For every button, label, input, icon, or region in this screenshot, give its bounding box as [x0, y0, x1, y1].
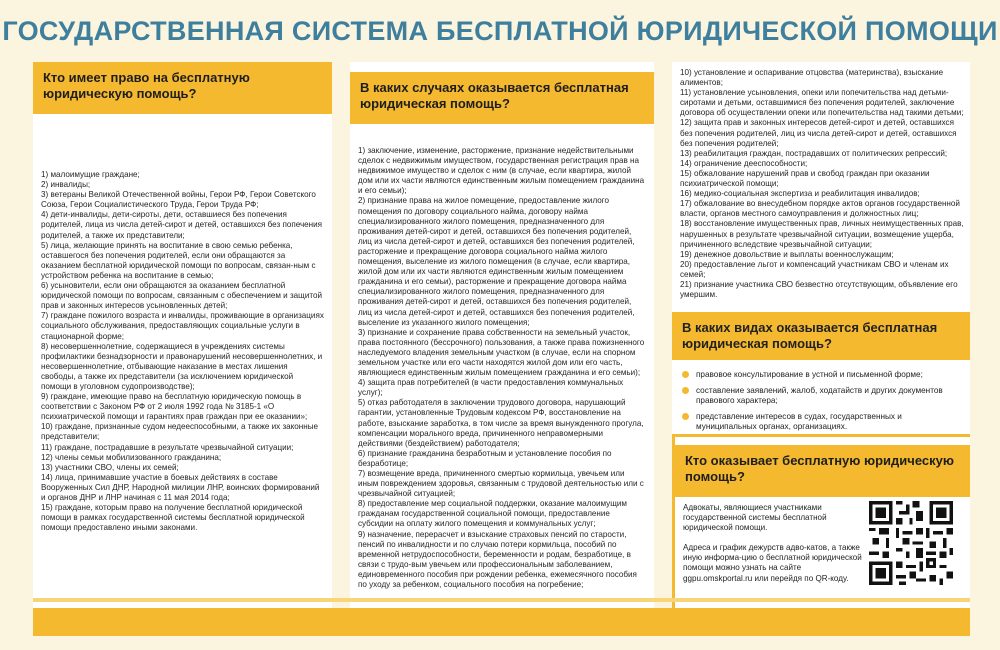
qr-code-icon[interactable]: [869, 501, 953, 585]
cases-list: [350, 146, 654, 590]
types-list: [672, 370, 970, 433]
who-provides-box: [672, 434, 970, 616]
footer-bar: [33, 608, 970, 636]
list-item: 11) граждане, пострадавшие в результате чрезвычайной ситуации;: [41, 442, 294, 452]
list-item: 21) признание участника СВО безвестно отсутствующим, объявление его умершим.: [680, 279, 958, 300]
who-paragraph-2: Адреса и график дежурств адво-катов, а также иную информа-цию о бесплатной юридической помощи можно узнать на сайте ggpu.omskportal.ru или перейдя по QR-коду.: [683, 543, 862, 583]
list-item: 9) граждане, имеющие право на бесплатную юридическую помощь в соответствии с Законом РФ от 2 июля 1992 года № 3185-1 «О психиатрической помощи и гарантиях прав граждан при ее оказании»;: [41, 392, 308, 422]
list-item: 2) признание права на жилое помещение, предоставление жилого помещения по договору социального найма, договору найма специализированного жилого помещения, предназначенного для проживания детей-сирот и детей, оставшихся без попечения родителей, лиц из числа детей-сирот и детей, оставшихся без попечения родителей, расторжение и прекращение договора социального найма жилого помещения, выселение из жилого помещения (в случае, если квартира, жилой дом или их части являются единственным жилым помещением гражданина и его семьи), расторжение и прекращение договора найма специализированного жилого помещения, предназначенного для проживания детей-сирот и детей, оставшихся без попечения родителей, лиц из числа детей-сирот и детей, оставшихся без попечения родителей, выселение из указанного жилого помещения;: [358, 196, 635, 327]
list-item: 10) граждане, признанные судом недееспособными, а также их законные представители;: [41, 422, 319, 442]
list-item: 14) лица, принимавшие участие в боевых действиях в составе Вооруженных Сил ДНР, Народной милиции ЛНР, воинских формирований и органов ДНР и ЛНР начиная с 11 мая 2014 года;: [41, 472, 320, 502]
list-item: 17) обжалование во внесудебном порядке актов органов государственной власти, органов местного самоуправления и должностных лиц;: [680, 199, 960, 219]
bullet-dot-icon: [682, 413, 689, 420]
list-item: 2) инвалиды;: [41, 180, 91, 190]
bullet-dot-icon: [682, 371, 689, 378]
list-item: 15) обжалование нарушений прав и свобод граждан при оказании психиатрической помощи;: [680, 168, 930, 189]
list-item: 13) участники СВО, члены их семей;: [41, 462, 179, 472]
list-item: 11) установление усыновления, опеки или попечительства над детьми-сиротами и детьми, оставшимися без попечения родителей, заключение договора об осуществлении опеки или попечительства над такими детьми;: [680, 88, 964, 118]
list-item: 8) предоставление мер социальной поддержки, оказание малоимущим гражданам государственной социальной помощи, предоставление субсидии на оплату жилого помещения и коммунальных услуг;: [358, 499, 627, 529]
list-item: 14) ограничение дееспособности;: [680, 158, 808, 168]
list-item: 10) установление и оспаривание отцовства (материнства), взыскание алиментов;: [680, 68, 944, 88]
column-eligible: [33, 62, 332, 616]
type-text: составление заявлений, жалоб, ходатайств и других документов правового характера;: [696, 385, 943, 406]
list-item: 5) отказ работодателя в заключении трудового договора, нарушающий гарантии, установленные Трудовым кодексом РФ, восстановление на работе, взыскание заработка, в том числе за время вынужденного прогула, компенсации морального вреда, причиненного неправомерными действиями (бездействием) работодателя;: [358, 398, 644, 448]
bullet-dot-icon: [682, 387, 689, 394]
list-item: 16) медико-социальная экспертиза и реабилитация инвалидов;: [680, 189, 920, 199]
column-cases-continued: [672, 62, 970, 616]
who-header: Кто оказывает бесплатную юридическую помощь?: [675, 445, 970, 497]
list-item: 3) признание и сохранение права собственности на земельный участок, права постоянного (бессрочного) пользования, а также права пожизненного наследуемого владения земельным участком (в случае, если на спорном земельном участке или его части находятся жилой дом или его часть, являющиеся единственным жилым помещением гражданина и его семьи);: [358, 327, 645, 378]
type-text: правовое консультирование в устной и письменной форме;: [696, 370, 923, 380]
types-header: В каких видах оказывается бесплатная юридическая помощь?: [672, 312, 970, 360]
column-cases: [350, 62, 654, 616]
list-item: 4) защита прав потребителей (в части предоставления коммунальных услуг);: [358, 378, 624, 398]
list-item: [682, 386, 960, 407]
list-item: 4) дети-инвалиды, дети-сироты, дети, оставшиеся без попечения родителей, лица из числа детей-сирот и детей, оставшихся без попечения родителей, а также их представители;: [41, 210, 323, 240]
who-text: [683, 503, 863, 594]
list-item: 9) назначение, перерасчет и взыскание страховых пенсий по старости, пенсий по инвалидности и по случаю потери кормильца, пособий по временной нетрудоспособности, беременности и родам, безработице, в связи с трудо-вым увечьем или профессиональным заболеванием, единовременного пособия при рождении ребенка, ежемесячного пособия по уходу за ребенком, социального пособия на погребение;: [358, 529, 637, 590]
list-item: 19) денежное довольствие и выплаты военнослужащим;: [680, 249, 894, 259]
list-item: 1) заключение, изменение, расторжение, признание недействительными сделок с недвижимым имуществом, государственная регистрация прав на недвижимое имущество и сделок с ним (в случае, если квартира, жилой дом или их части являются единственным жилым помещением гражданина и его семьи);: [358, 146, 645, 196]
type-text: представление интересов в судах, государственных и муниципальных органах, организациях.: [696, 411, 902, 432]
list-item: 6) усыновители, если они обращаются за оказанием бесплатной юридической помощи по вопросам, связанным с обеспечением и защитой прав и законных интересов усыновленных детей;: [41, 281, 322, 311]
list-item: 5) лица, желающие принять на воспитание в свою семью ребенка, оставшегося без попечения родителей, если они обращаются за оказанием бесплатной юридической помощи по вопросам, связан-ным с устройством ребенка на воспитание в семью;: [41, 240, 316, 280]
list-item: 7) возмещение вреда, причиненного смертью кормильца, увечьем или иным повреждением здоровья, связанным с трудовой деятельностью или с чрезвычайной ситуацией;: [358, 469, 644, 499]
who-paragraph-1: Адвокаты, являющиеся участниками государственной системы бесплатной юридической помощи.: [683, 503, 827, 533]
list-item: 3) ветераны Великой Отечественной войны, Герои РФ, Герои Советского Союза, Герои Социалистического Труда, Герои Труда РФ;: [41, 190, 316, 210]
list-item: 8) несовершеннолетние, содержащиеся в учреждениях системы профилактики безнадзорности и правонарушений несовершеннолетних, и несовершеннолетние, отбывающие наказание в местах лишения свободы, а также их представители (за исключением юридической помощи в уголовном судопроизводстве);: [41, 341, 323, 391]
cases-list-continued: [672, 68, 970, 300]
page-title: ГОСУДАРСТВЕННАЯ СИСТЕМА БЕСПЛАТНОЙ ЮРИДИЧЕСКОЙ ПОМОЩИ: [2, 16, 998, 46]
cases-header: В каких случаях оказывается бесплатная юридическая помощь?: [350, 72, 654, 124]
list-item: 15) граждане, которым право на получение бесплатной юридической помощи в рамках государственной системы бесплатной юридической помощи предоставлено иными законами.: [41, 503, 305, 533]
list-item: 12) члены семьи мобилизованного гражданина;: [41, 452, 222, 462]
list-item: [682, 370, 960, 381]
list-item: 20) предоставление льгот и компенсаций участникам СВО и членам их семей;: [680, 259, 949, 279]
list-item: 18) восстановление имущественных прав, личных неимущественных прав, нарушенных в результате чрезвычайной ситуации, возмещение ущерба, причиненного вследствие чрезвычайной ситуации;: [680, 219, 964, 249]
footer-divider: [33, 598, 970, 602]
list-item: 1) малоимущие граждане;: [41, 170, 140, 179]
list-item: 6) признание гражданина безработным и установление пособия по безработице;: [358, 448, 612, 468]
list-item: [682, 412, 960, 433]
eligible-header: Кто имеет право на бесплатную юридическую помощь?: [33, 62, 332, 114]
list-item: 7) граждане пожилого возраста и инвалиды, проживающие в организациях социального обслуживания, предоставляющих социальные услуги в стационарной форме;: [41, 311, 324, 341]
list-item: 13) реабилитация граждан, пострадавших от политических репрессий;: [680, 148, 948, 158]
eligible-list: [33, 170, 332, 533]
list-item: 12) защита прав и законных интересов детей-сирот и детей, оставшихся без попечения родителей, лиц из числа детей-сирот и детей, оставшихся без попечения родителей;: [680, 118, 957, 148]
